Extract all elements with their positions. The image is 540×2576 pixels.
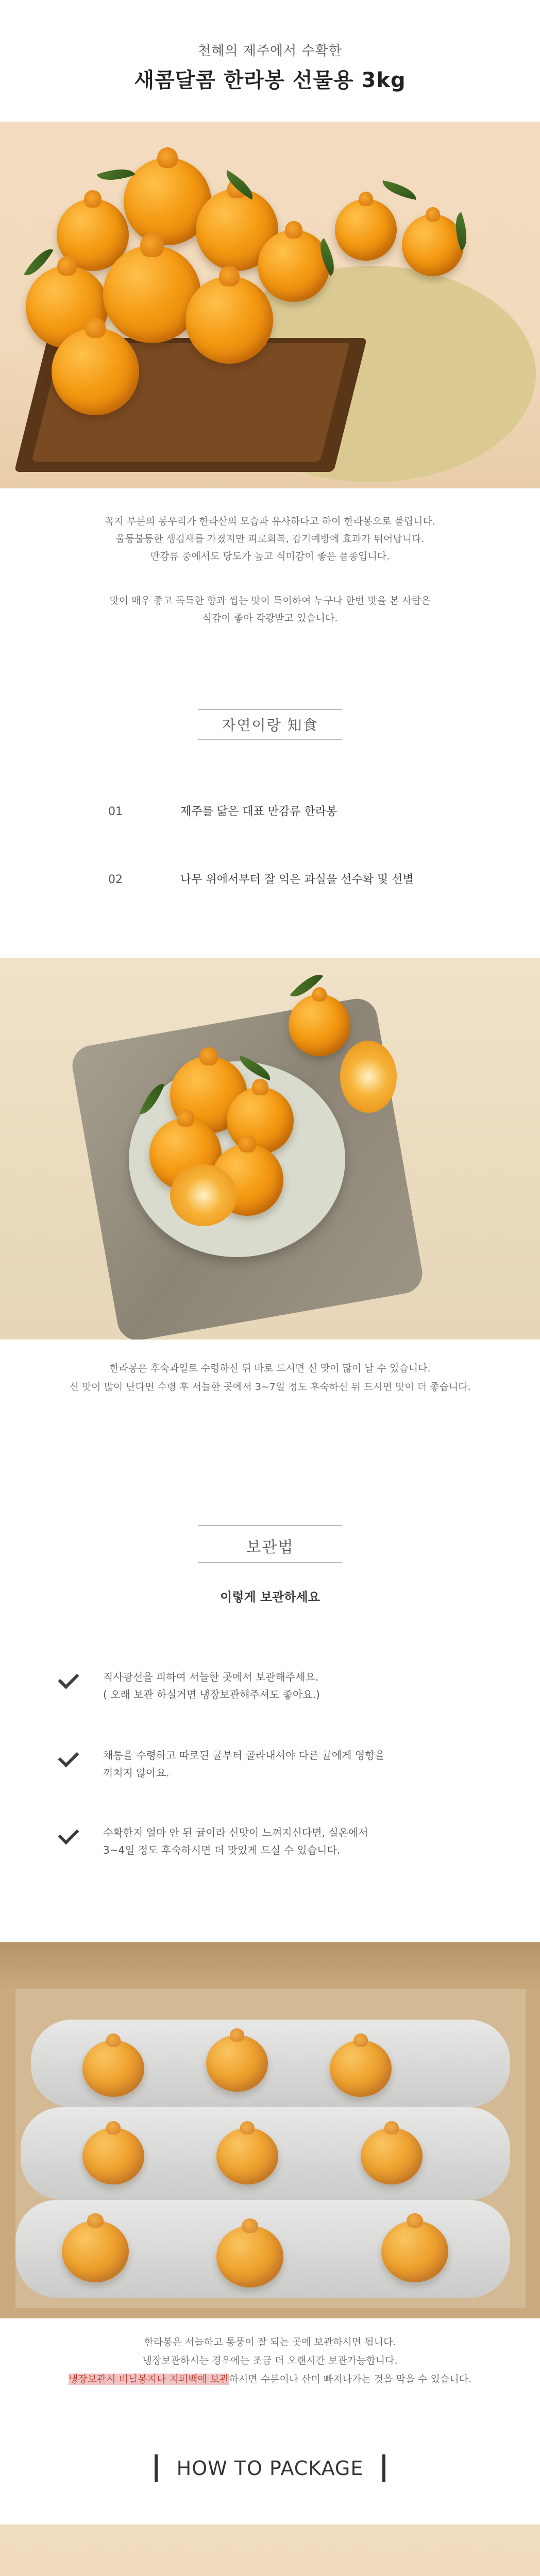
storage-tip-1: [103, 1668, 320, 1703]
storage-heading: 이렇게 보관하세요: [220, 1590, 320, 1604]
intro-line-5: 식감이 좋아 각광받고 있습니다.: [202, 613, 338, 624]
ripen-line-1: 한라봉은 후숙과일로 수령하신 뒤 바로 드시면 신 맛이 많이 날 수 있습니다.: [109, 1363, 431, 1374]
storage-tip-line: ( 오래 보관 하실거면 냉장보관해주셔도 좋아요.): [103, 1688, 320, 1701]
packed-box-photo: [0, 1942, 540, 2318]
feature-number: 01: [108, 805, 123, 818]
storage-section-label: 보관법: [246, 1538, 294, 1556]
title-bar-right: [382, 2454, 385, 2482]
feature-text: 나무 위에서부터 잘 익은 과실을 선수확 및 선별: [180, 873, 414, 886]
storage-tip-3: [103, 1824, 368, 1859]
feature-item-2: [108, 871, 414, 887]
intro-line-3: 만감류 중에서도 당도가 높고 식미감이 좋은 품종입니다.: [150, 551, 390, 562]
section-divider-top: [198, 709, 342, 710]
feature-number: 02: [108, 873, 123, 886]
storage-note-1: 한라봉은 서늘하고 통풍이 잘 되는 곳에 보관하시면 됩니다.: [144, 2336, 396, 2348]
nature-section-label: 자연이랑 知食: [222, 717, 318, 734]
storage-tip-2: [103, 1747, 385, 1782]
feature-text: 제주를 닮은 대표 만감류 한라봉: [180, 805, 338, 818]
storage-divider-top: [198, 1525, 342, 1526]
check-icon: [60, 1668, 82, 1689]
storage-tip-line: 끼치지 않아요.: [103, 1767, 170, 1779]
title-bar-left: [155, 2454, 158, 2482]
hero-photo: [0, 122, 540, 488]
fruit-on-cloth-photo: [0, 958, 540, 1340]
check-icon: [60, 1747, 82, 1767]
intro-line-1: 꼭지 부분의 봉우리가 한라산의 모습과 유사하다고 하여 한라봉으로 불립니다.: [105, 516, 435, 527]
highlight-text: 냉장보관시 비닐봉지나 지퍼백에 보관: [68, 2374, 229, 2385]
header-title: 새콤달콤 한라봉 선물용 3kg: [134, 69, 406, 92]
storage-note-rest: 하시면 수분이나 산미 빠져나가는 것을 막을 수 있습니다.: [229, 2374, 472, 2385]
storage-tip-line: 3~4일 정도 후숙하시면 더 맛있게 드실 수 있습니다.: [103, 1844, 341, 1856]
section-divider-bottom: [198, 739, 342, 740]
check-icon: [60, 1824, 82, 1844]
storage-note-3: [0, 2371, 540, 2388]
intro-line-4: 맛이 매우 좋고 독특한 향과 씹는 맛이 특이하여 누구나 한번 맛을 본 사람은: [109, 595, 431, 606]
storage-tip-line: 수확한지 얼마 안 된 귤이라 신맛이 느껴지신다면, 실온에서: [103, 1826, 368, 1839]
storage-tip-line: 직사광선을 피하여 서늘한 곳에서 보관해주세요.: [103, 1671, 319, 1683]
feature-item-1: [108, 803, 337, 819]
gift-box-photo: [0, 2524, 540, 2576]
header-subtitle: 천혜의 제주에서 수확한: [198, 43, 342, 59]
storage-note-2: 냉장보관하시는 경우에는 조금 더 오랜시간 보관가능합니다.: [142, 2355, 398, 2366]
intro-line-2: 울퉁불퉁한 생김새를 가졌지만 피로회복, 감기예방에 효과가 뛰어납니다.: [115, 533, 425, 545]
storage-tip-line: 채통을 수령하고 따로된 귤부터 골라내셔야 다른 귤에게 영향을: [103, 1749, 385, 1761]
package-section-title: [155, 2450, 385, 2486]
ripen-line-2: 신 맛이 많이 난다면 수령 후 서늘한 곳에서 3~7일 정도 후숙하신 뒤 드시면 맛이 더 좋습니다.: [69, 1381, 471, 1393]
storage-divider-bottom: [198, 1562, 342, 1563]
package-title-text: HOW TO PACKAGE: [176, 2457, 364, 2480]
